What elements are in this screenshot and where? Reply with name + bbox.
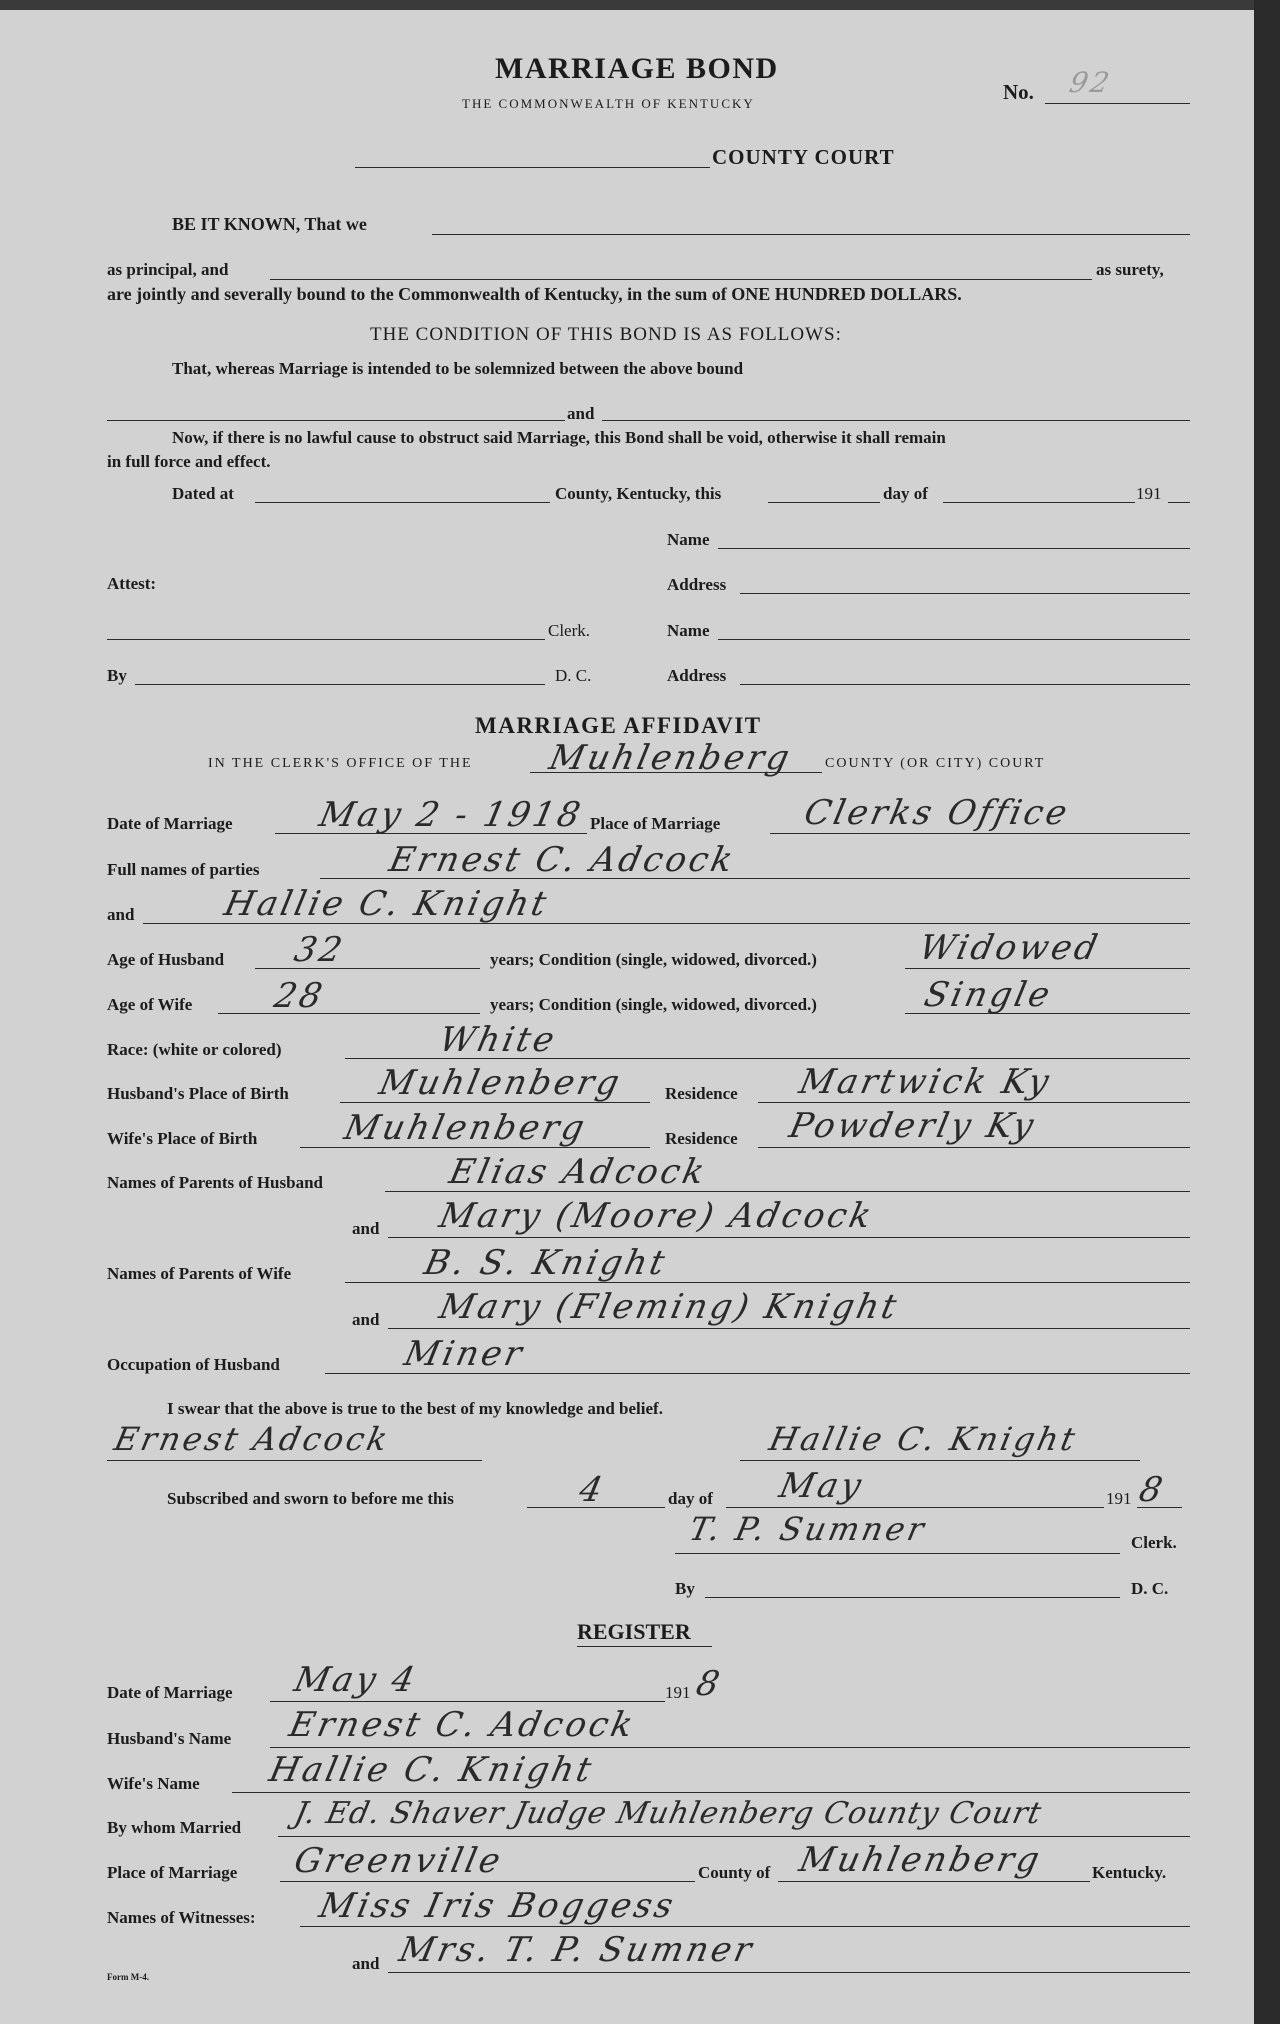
parent-w2-line (388, 1328, 1190, 1329)
surety-name-2-line (718, 639, 1190, 640)
affidavit-by-line (705, 1597, 1120, 1598)
as-surety: as surety, (1096, 260, 1164, 279)
place-of-marriage-label: Place of Marriage (590, 814, 721, 833)
day-line (768, 502, 880, 503)
bride-signature-line (740, 1460, 1140, 1461)
affidavit-by: By (675, 1579, 695, 1598)
swear-statement: I swear that the above is true to the best of my knowledge and belief. (167, 1399, 663, 1418)
affidavit-dc: D. C. (1131, 1579, 1169, 1598)
by-whom-married-label: By whom Married (107, 1818, 242, 1837)
surety-address-1-label: Address (667, 575, 727, 594)
bound-and: and (567, 404, 595, 423)
dated-at: Dated at (172, 484, 234, 503)
age-husband-label: Age of Husband (107, 950, 225, 969)
occupation-label: Occupation of Husband (107, 1355, 280, 1374)
witnesses-label: Names of Witnesses: (107, 1908, 256, 1927)
sworn-year-prefix: 191 (1106, 1489, 1132, 1508)
sworn-month: May (775, 1466, 868, 1506)
bond-year: 191 (1136, 484, 1162, 503)
parent-wife-1: B. S. Knight (420, 1243, 672, 1283)
husband-residence-label: Residence (665, 1084, 738, 1103)
age-wife-label: Age of Wife (107, 995, 193, 1014)
husband-condition: Widowed (915, 928, 1104, 968)
bond-title: MARRIAGE BOND (495, 52, 779, 85)
register-title-underline (577, 1646, 712, 1647)
register-county-of: County of (698, 1863, 771, 1882)
groom-name: Ernest C. Adcock (385, 840, 740, 880)
affidavit-county-court: COUNTY (OR CITY) COURT (825, 756, 1046, 771)
surety-name-2-label: Name (667, 621, 710, 640)
place-of-marriage: Clerks Office (800, 793, 1074, 833)
whereas-text: That, whereas Marriage is intended to be solemnized between the above bound (172, 359, 744, 378)
parent-wife-2: Mary (Fleming) Knight (435, 1287, 903, 1327)
wife-birth-label: Wife's Place of Birth (107, 1129, 258, 1148)
clerk-signature-line (675, 1553, 1120, 1554)
month-line (943, 502, 1135, 503)
sworn-year: 8 (1135, 1470, 1169, 1510)
groom-signature-line (107, 1460, 482, 1461)
clerk-signature: T. P. Sumner (685, 1510, 931, 1548)
register-husband-label: Husband's Name (107, 1729, 232, 1748)
husband-residence-line (758, 1102, 1190, 1103)
sworn-day-of: day of (668, 1489, 713, 1508)
surety-address-1-line (740, 593, 1190, 594)
wife-condition: Single (920, 975, 1057, 1015)
race-label: Race: (white or colored) (107, 1040, 282, 1059)
husband-birth-label: Husband's Place of Birth (107, 1084, 289, 1103)
parent-husband-2: Mary (Moore) Adcock (435, 1196, 878, 1236)
age-husband-line (255, 968, 480, 969)
years-condition-w: years; Condition (single, widowed, divorced.) (490, 995, 817, 1014)
register-year: 8 (692, 1664, 726, 1704)
register-wife-label: Wife's Name (107, 1774, 200, 1793)
affidavit-county: Muhlenberg (545, 738, 796, 778)
condition-heading: THE CONDITION OF THIS BOND IS AS FOLLOWS: (370, 324, 842, 345)
register-kentucky: Kentucky. (1092, 1863, 1167, 1882)
attest-clerk-line (107, 639, 545, 640)
county-court-line (355, 167, 710, 168)
register-year-prefix: 191 (665, 1683, 691, 1702)
scan-top-edge (0, 0, 1280, 10)
sworn-month-line (726, 1507, 1104, 1508)
register-place: Greenville (290, 1841, 507, 1881)
parents-h-and: and (352, 1219, 380, 1238)
affidavit-title: MARRIAGE AFFIDAVIT (475, 713, 762, 738)
register-husband: Ernest C. Adcock (285, 1705, 640, 1745)
register-wife-line (232, 1792, 1190, 1793)
witnesses-and: and (352, 1954, 380, 1973)
bond-dc: D. C. (555, 666, 592, 685)
husband-residence: Martwick Ky (795, 1062, 1056, 1102)
bond-by-line (135, 684, 545, 685)
bound-party-2-line (602, 420, 1190, 421)
witness-2: Mrs. T. P. Sumner (395, 1930, 758, 1970)
sworn-day: 4 (575, 1470, 609, 1510)
register-husband-line (270, 1747, 1190, 1748)
in-clerks-office: IN THE CLERK'S OFFICE OF THE (208, 756, 473, 771)
date-of-marriage-label: Date of Marriage (107, 814, 233, 833)
parents-wife-label: Names of Parents of Wife (107, 1264, 292, 1283)
principal-line (432, 234, 1190, 235)
race: White (435, 1020, 561, 1060)
witness-1: Miss Iris Boggess (315, 1886, 680, 1926)
register-date-line (270, 1701, 665, 1702)
occupation: Miner (400, 1334, 529, 1374)
bond-no-line (1045, 103, 1190, 104)
bound-party-1-line (107, 420, 565, 421)
register-wife: Hallie C. Knight (265, 1750, 598, 1790)
register-place-line (280, 1881, 695, 1882)
sworn-year-line (1137, 1507, 1182, 1508)
bond-day-of: day of (883, 484, 928, 503)
as-principal: as principal, and (107, 260, 229, 279)
subscribed-sworn: Subscribed and sworn to before me this (167, 1489, 454, 1508)
by-whom-married: J. Ed. Shaver Judge Muhlenberg County Court (291, 1796, 1046, 1831)
wife-birth: Muhlenberg (340, 1108, 591, 1148)
parents-husband-label: Names of Parents of Husband (107, 1173, 323, 1192)
attest-clerk: Clerk. (548, 621, 591, 640)
parent-h2-line (388, 1237, 1190, 1238)
date-of-marriage: May 2 - 1918 (315, 795, 587, 835)
county-court-label: COUNTY COURT (712, 145, 895, 169)
be-it-known: BE IT KNOWN, That we (172, 214, 367, 234)
county-ky-this: County, Kentucky, this (555, 484, 722, 503)
form-number: Form M-4. (107, 1972, 149, 1982)
wife-residence-line (758, 1147, 1190, 1148)
surety-name-1-label: Name (667, 530, 710, 549)
register-county-line (778, 1881, 1090, 1882)
bride-name: Hallie C. Knight (220, 884, 553, 924)
now-if-text: Now, if there is no lawful cause to obstruct said Marriage, this Bond shall be void, otherwise it shall remain (172, 428, 946, 447)
affidavit-clerk: Clerk. (1131, 1533, 1177, 1552)
bond-no-label: No. (1003, 80, 1034, 104)
by-whom-married-line (278, 1836, 1190, 1837)
parent-husband-1: Elias Adcock (445, 1152, 711, 1192)
attest-label: Attest: (107, 574, 157, 593)
parties-and: and (107, 905, 135, 924)
wife-residence-label: Residence (665, 1129, 738, 1148)
age-wife-line (218, 1013, 480, 1014)
age-wife: 28 (270, 976, 329, 1016)
full-force-text: in full force and effect. (107, 452, 271, 471)
surety-line (270, 279, 1092, 280)
scan-right-edge (1254, 0, 1280, 2024)
register-date-label: Date of Marriage (107, 1683, 233, 1702)
husband-condition-line (905, 968, 1190, 969)
bride-signature: Hallie C. Knight (765, 1420, 1082, 1458)
bond-by: By (107, 666, 127, 685)
place-of-marriage-line (770, 833, 1190, 834)
jointly-bound: are jointly and severally bound to the Commonwealth of Kentucky, in the sum of ONE HUNDRED DOLLARS. (107, 284, 962, 304)
register-title: REGISTER (577, 1619, 691, 1644)
age-husband: 32 (290, 930, 349, 970)
register-county: Muhlenberg (795, 1840, 1046, 1880)
surety-name-1-line (718, 548, 1190, 549)
register-place-label: Place of Marriage (107, 1863, 238, 1882)
husband-birth: Muhlenberg (375, 1063, 626, 1103)
bond-no-value: 92 (1066, 66, 1116, 99)
groom-signature: Ernest Adcock (110, 1420, 394, 1458)
surety-address-2-line (740, 684, 1190, 685)
register-date: May 4 (290, 1660, 421, 1700)
dated-at-line (255, 502, 550, 503)
witness-2-line (388, 1972, 1190, 1973)
full-names-label: Full names of parties (107, 860, 260, 879)
wife-residence: Powderly Ky (785, 1106, 1040, 1146)
parents-w-and: and (352, 1310, 380, 1329)
surety-address-2-label: Address (667, 666, 727, 685)
year-line (1168, 502, 1190, 503)
years-condition-h: years; Condition (single, widowed, divorced.) (490, 950, 817, 969)
witness-1-line (300, 1926, 1190, 1927)
bond-subtitle: THE COMMONWEALTH OF KENTUCKY (462, 96, 755, 111)
